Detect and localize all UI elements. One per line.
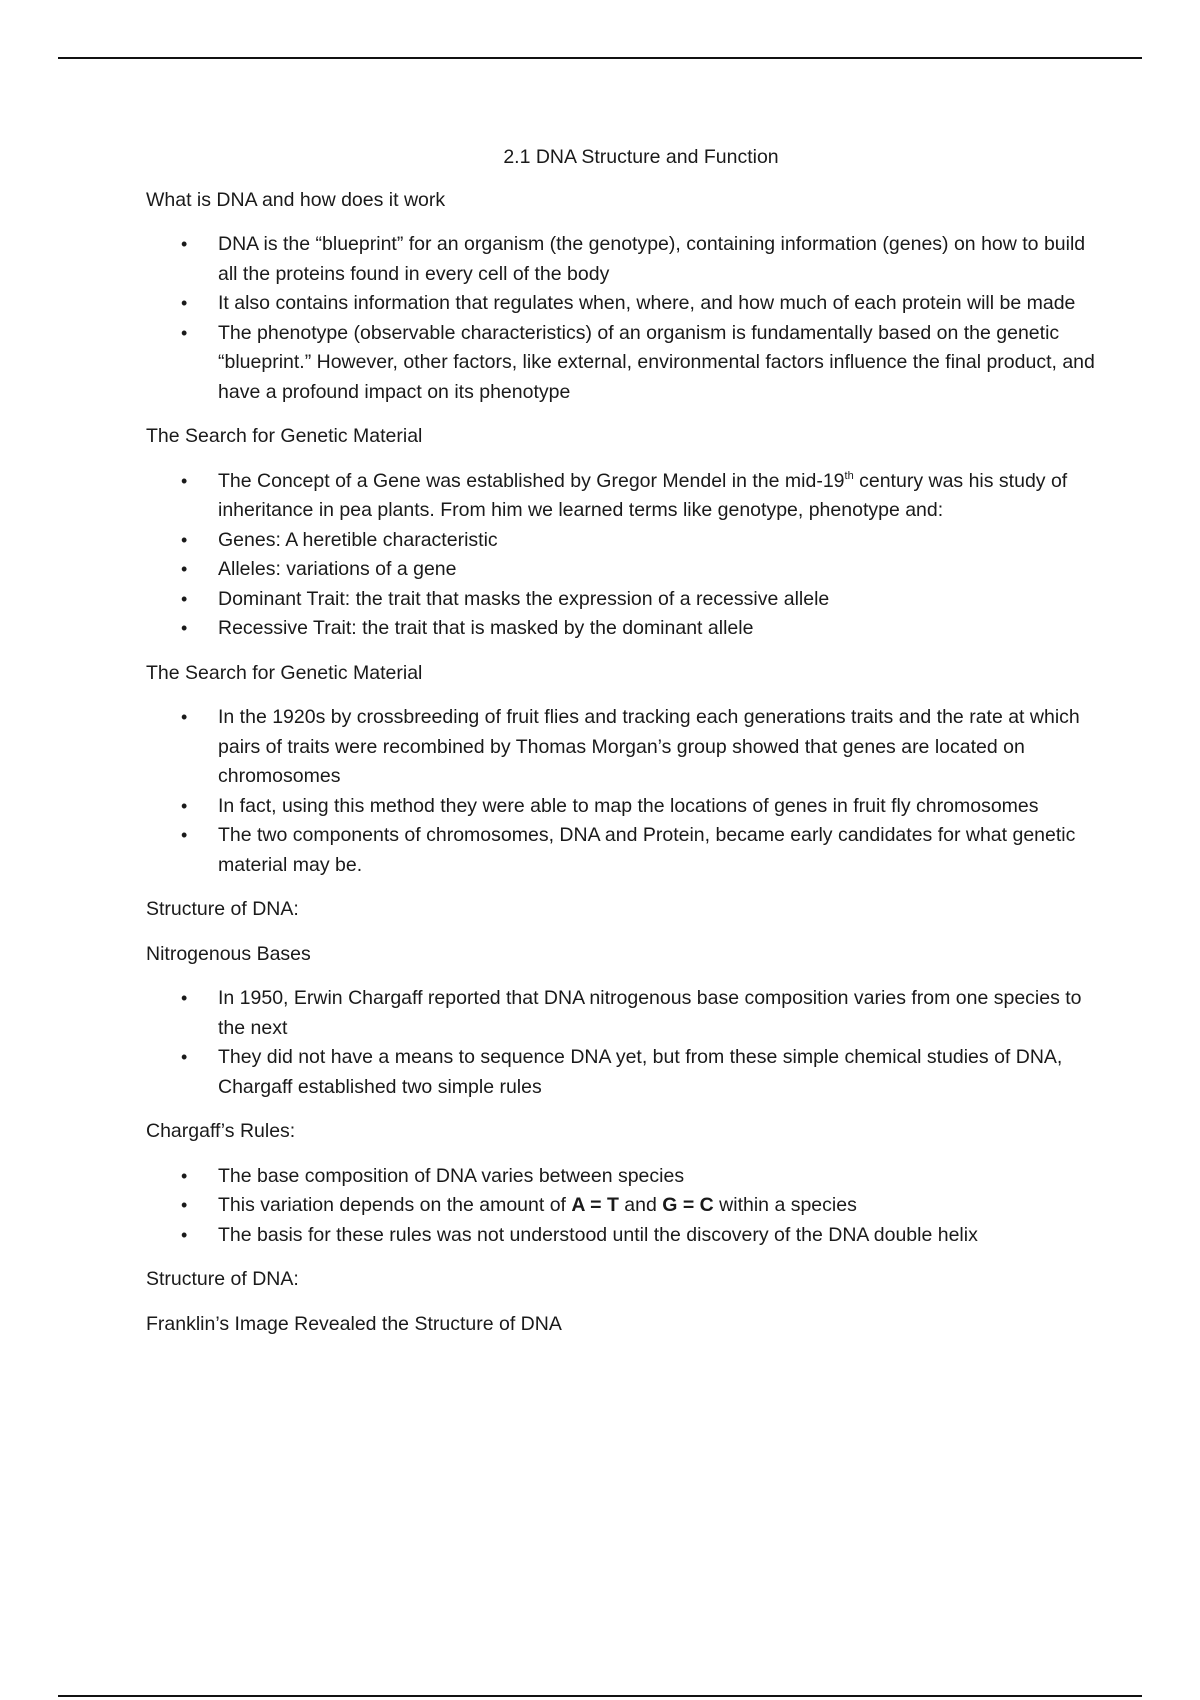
text-span: century was his study of inheritance in pea plants. From him we learned terms like genotype, phenotype and: (218, 469, 1068, 521)
superscript: th (844, 469, 854, 482)
bullet-list (146, 703, 1096, 880)
header-rule (58, 57, 1142, 59)
section-heading: Franklin’s Image Revealed the Structure of DNA (146, 1312, 562, 1335)
bullet-list (146, 230, 1096, 407)
list-item: • In 1950, Erwin Chargaff reported that DNA nitrogenous base composition varies from one species to the next (146, 984, 1096, 1043)
list-item: • The base composition of DNA varies between species (146, 1162, 1096, 1192)
list-item: • In fact, using this method they were able to map the locations of genes in fruit fly chromosomes (146, 792, 1096, 822)
section-heading: What is DNA and how does it work (146, 188, 446, 211)
list-item: • Alleles: variations of a gene (146, 555, 1096, 585)
section-heading: The Search for Genetic Material (146, 425, 423, 447)
list-item: • The phenotype (observable characteristics) of an organism is fundamentally based on the genetic “blueprint.” However, other factors, like external, environmental factors influence the final product, and have a profound impact on its phenotype (146, 319, 1096, 408)
list-item: • In the 1920s by crossbreeding of fruit flies and tracking each generations traits and the rate at which pairs of traits were recombined by Thomas Morgan’s group showed that genes are located on chromosomes (146, 703, 1096, 792)
section-heading: Nitrogenous Bases (146, 942, 311, 965)
bold-rule-at: A = T (571, 1194, 619, 1216)
text-span: and (618, 1194, 663, 1216)
bullet-list (146, 1162, 1096, 1251)
list-item: • The basis for these rules was not understood until the discovery of the DNA double helix (146, 1221, 1096, 1251)
section-heading: Chargaff’s Rules: (146, 1120, 296, 1142)
bold-rule-gc: G = C (662, 1194, 714, 1216)
text-span: within a species (713, 1194, 857, 1216)
text-span: This variation depends on the amount of (218, 1194, 572, 1216)
list-item: • They did not have a means to sequence DNA yet, but from these simple chemical studies of DNA, Chargaff established two simple rules (146, 1043, 1096, 1102)
list-item (146, 467, 1096, 526)
list-item: • Recessive Trait: the trait that is masked by the dominant allele (146, 614, 1096, 644)
footer-rule (58, 1695, 1142, 1697)
list-item: • DNA is the “blueprint” for an organism (the genotype), containing information (genes) on how to build all the proteins found in every cell of the body (146, 230, 1096, 289)
list-item (146, 1191, 1096, 1221)
list-item: • The two components of chromosomes, DNA and Protein, became early candidates for what genetic material may be. (146, 821, 1096, 880)
document-body (146, 143, 1096, 1354)
page-title: 2.1 DNA Structure and Function (503, 146, 779, 168)
bullet-list (146, 984, 1096, 1102)
list-item: • It also contains information that regulates when, where, and how much of each protein will be made (146, 289, 1096, 319)
text-span: The Concept of a Gene was established by Gregor Mendel in the mid-19 (218, 469, 845, 492)
section-heading: Structure of DNA: (146, 898, 299, 920)
bullet-list (146, 467, 1096, 644)
section-heading: Structure of DNA: (146, 1268, 299, 1290)
list-item: • Dominant Trait: the trait that masks the expression of a recessive allele (146, 585, 1096, 615)
section-heading: The Search for Genetic Material (146, 661, 423, 684)
list-item: • Genes: A heretible characteristic (146, 526, 1096, 556)
